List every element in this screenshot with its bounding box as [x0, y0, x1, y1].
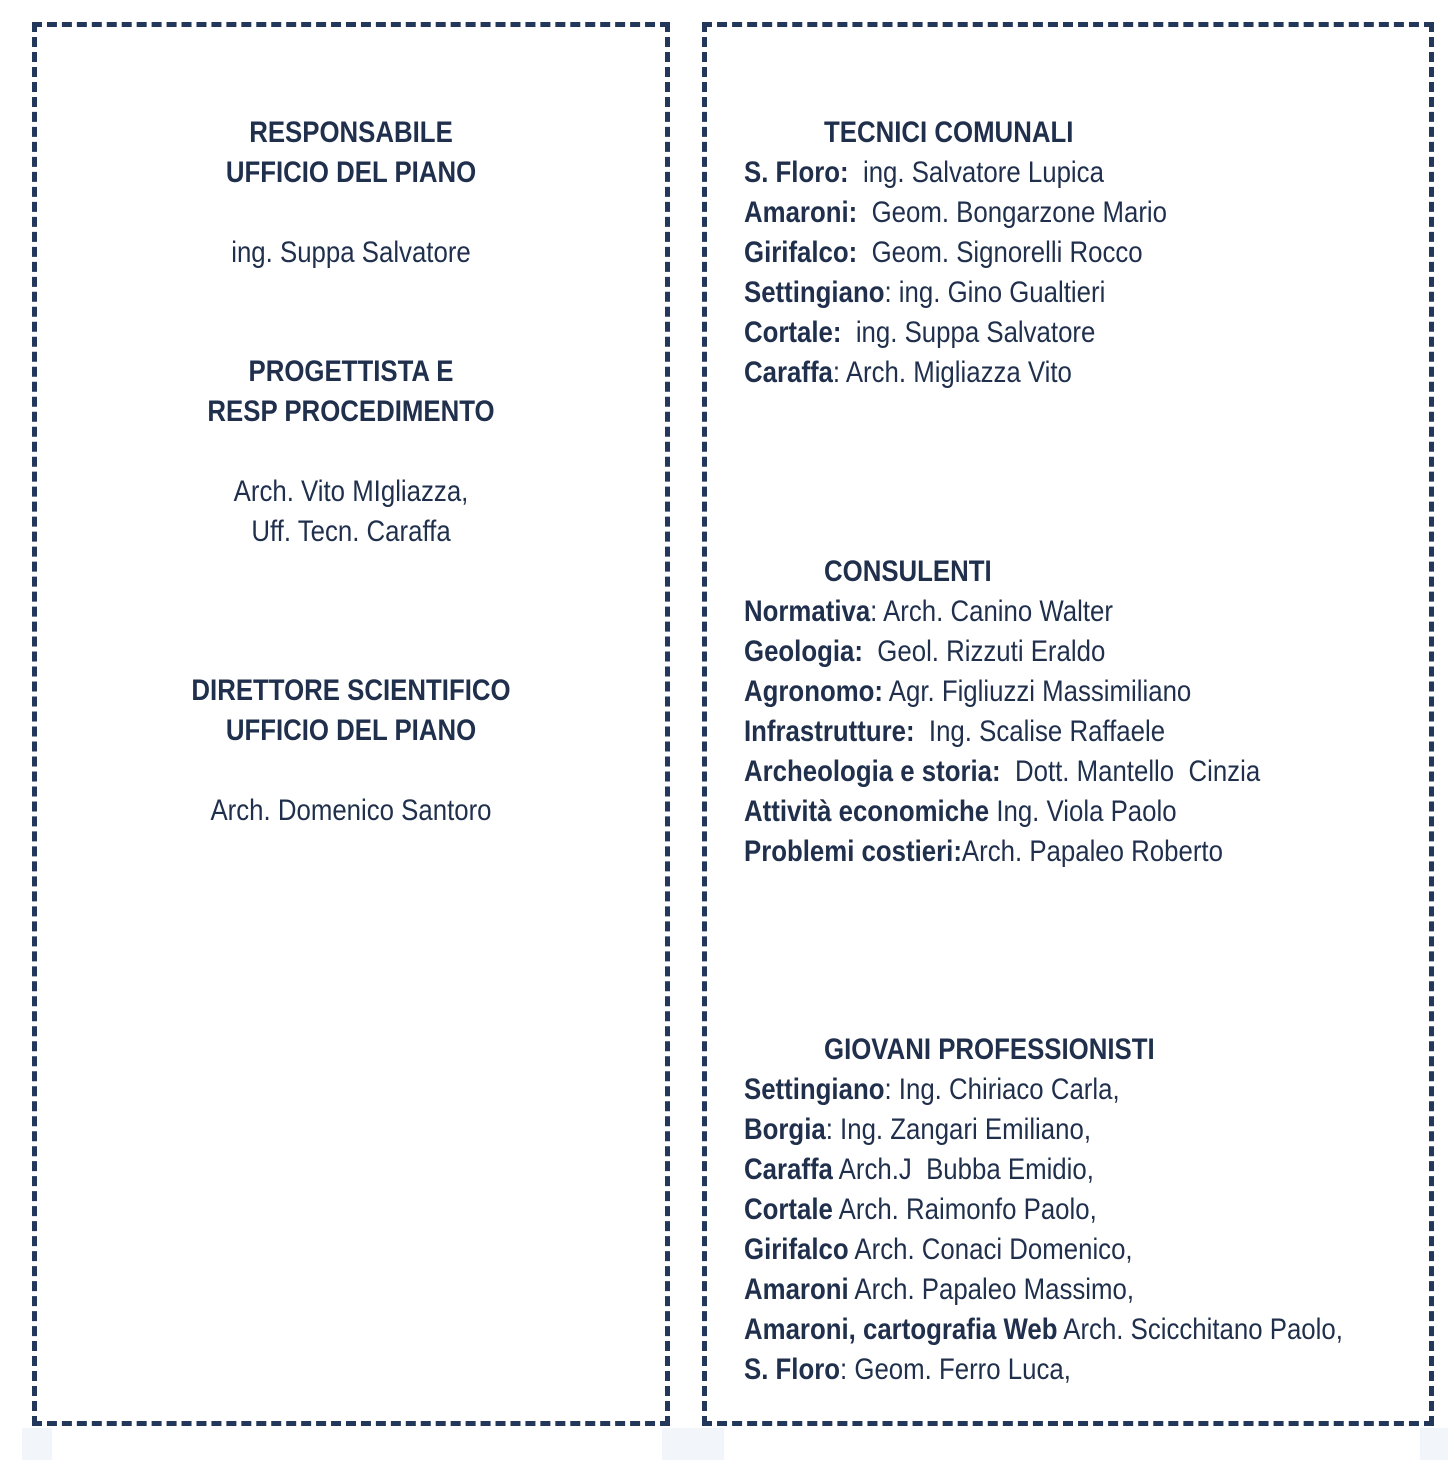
- row-value: Agr. Figliuzzi Massimiliano: [883, 675, 1192, 708]
- row-key: Borgia: [744, 1113, 826, 1146]
- row-value: Arch. Scicchitano Paolo,: [1057, 1313, 1343, 1346]
- direttore-spacer: [77, 751, 626, 791]
- consulenti-heading: CONSULENTI: [824, 555, 992, 588]
- row-key: Archeologia e storia:: [744, 755, 1001, 788]
- row-key: Amaroni, cartografia Web: [744, 1313, 1058, 1346]
- row-key: Girifalco:: [744, 236, 858, 269]
- responsabile-name: ing. Suppa Salvatore: [231, 236, 471, 269]
- consulenti-row: [744, 792, 1177, 832]
- giovani-heading: GIOVANI PROFESSIONISTI: [824, 1033, 1155, 1066]
- responsabile-title-line1: RESPONSABILE: [249, 116, 453, 149]
- consulenti-row: [744, 712, 1165, 752]
- tecnici-row: [744, 193, 1167, 233]
- tecnici-row: [744, 153, 1104, 193]
- row-value: Dott. Mantello Cinzia: [1000, 755, 1261, 788]
- row-key: S. Floro:: [744, 156, 849, 189]
- row-value: Arch. Papaleo Massimo,: [848, 1273, 1135, 1306]
- tecnici-row: [744, 353, 1072, 393]
- tecnici-row: [744, 233, 1143, 273]
- row-key: Agronomo:: [744, 675, 884, 708]
- row-value: ing. Suppa Salvatore: [841, 316, 1096, 349]
- giovani-row: [744, 1190, 1097, 1230]
- row-value: : ing. Gino Gualtieri: [884, 276, 1106, 309]
- row-value: Arch. Raimonfo Paolo,: [832, 1193, 1097, 1226]
- row-value: Geom. Signorelli Rocco: [857, 236, 1143, 269]
- consulenti-row: [744, 752, 1260, 792]
- direttore-name: Arch. Domenico Santoro: [210, 794, 492, 827]
- tecnici-row: [744, 273, 1105, 313]
- giovani-row: [744, 1310, 1343, 1350]
- row-key: Problemi costieri:: [744, 835, 962, 868]
- giovani-row: [744, 1110, 1091, 1150]
- row-key: Attività economiche: [744, 795, 990, 828]
- row-key: Infrastrutture:: [744, 715, 915, 748]
- consulenti-row: [744, 832, 1223, 872]
- bottom-strip-middle: [662, 1428, 724, 1460]
- row-value: Geom. Bongarzone Mario: [857, 196, 1168, 229]
- consulenti-row: [744, 672, 1191, 712]
- direttore-title-line2: UFFICIO DEL PIANO: [225, 714, 477, 747]
- giovani-row: [744, 1150, 1094, 1190]
- row-key: Settingiano: [744, 276, 885, 309]
- row-value: ing. Salvatore Lupica: [848, 156, 1104, 189]
- row-key: Girifalco: [744, 1233, 849, 1266]
- row-key: Caraffa: [744, 356, 833, 389]
- responsabile-section: [32, 113, 670, 273]
- row-value: Ing. Scalise Raffaele: [914, 715, 1166, 748]
- progettista-title-line1: PROGETTISTA E: [248, 355, 454, 388]
- progettista-title-line2: RESP PROCEDIMENTO: [207, 395, 495, 428]
- row-value: : Geom. Ferro Luca,: [840, 1353, 1071, 1386]
- row-value: : Ing. Chiriaco Carla,: [884, 1073, 1120, 1106]
- responsabile-spacer: [77, 193, 626, 233]
- tecnici-row: [744, 313, 1095, 353]
- row-value: Arch. Papaleo Roberto: [961, 835, 1223, 868]
- bottom-strip-left: [22, 1428, 52, 1460]
- consulenti-row: [744, 592, 1113, 632]
- row-value: : Ing. Zangari Emiliano,: [825, 1113, 1092, 1146]
- progettista-name-line1: Arch. Vito MIgliazza,: [233, 475, 469, 508]
- row-key: Amaroni: [744, 1273, 849, 1306]
- row-value: : Arch. Canino Walter: [870, 595, 1113, 628]
- row-value: Geol. Rizzuti Eraldo: [862, 635, 1106, 668]
- row-key: Caraffa: [744, 1153, 833, 1186]
- giovani-row: [744, 1270, 1134, 1310]
- row-value: Ing. Viola Paolo: [989, 795, 1177, 828]
- giovani-row: [744, 1230, 1133, 1270]
- progettista-section: [32, 352, 670, 552]
- responsabile-title-line2: UFFICIO DEL PIANO: [225, 156, 477, 189]
- row-key: Amaroni:: [744, 196, 858, 229]
- direttore-section: [32, 671, 670, 831]
- direttore-title-line1: DIRETTORE SCIENTIFICO: [191, 674, 511, 707]
- row-value: Arch. Conaci Domenico,: [848, 1233, 1133, 1266]
- row-value: Arch.J Bubba Emidio,: [832, 1153, 1094, 1186]
- bottom-strip-right: [1420, 1428, 1448, 1460]
- row-key: S. Floro: [744, 1353, 841, 1386]
- row-key: Cortale: [744, 1193, 833, 1226]
- row-key: Geologia:: [744, 635, 863, 668]
- progettista-name-line2: Uff. Tecn. Caraffa: [251, 515, 451, 548]
- progettista-spacer: [77, 432, 626, 472]
- row-key: Normativa: [744, 595, 871, 628]
- giovani-row: [744, 1070, 1120, 1110]
- giovani-row: [744, 1350, 1071, 1390]
- row-key: Cortale:: [744, 316, 842, 349]
- tecnici-heading: TECNICI COMUNALI: [824, 116, 1074, 149]
- consulenti-row: [744, 632, 1105, 672]
- row-value: : Arch. Migliazza Vito: [832, 356, 1072, 389]
- row-key: Settingiano: [744, 1073, 885, 1106]
